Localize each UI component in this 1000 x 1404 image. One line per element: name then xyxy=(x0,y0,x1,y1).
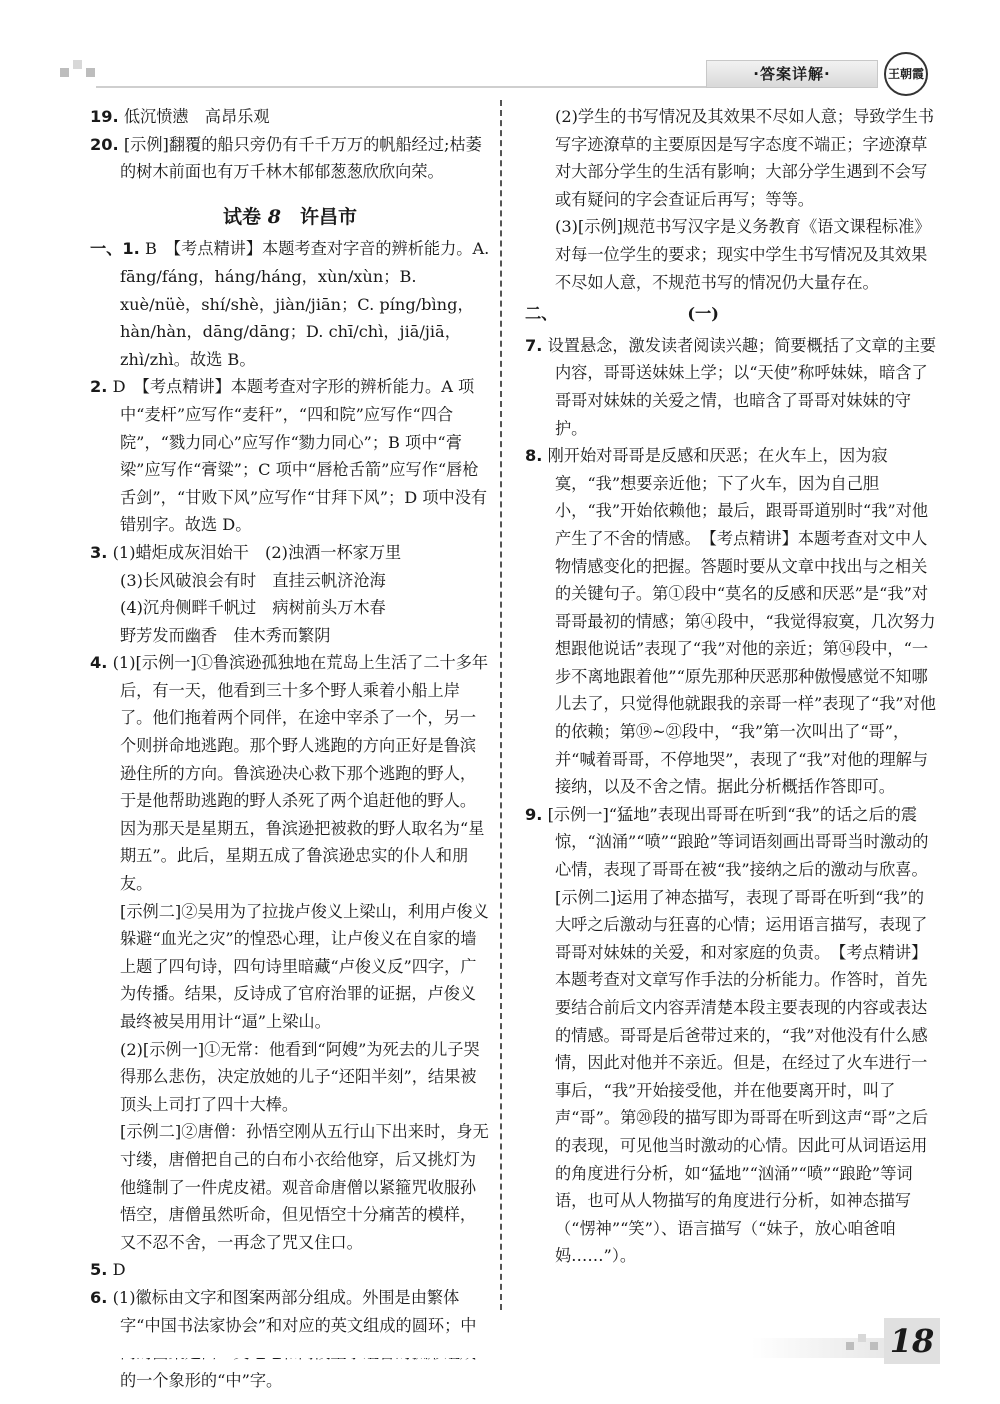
answer-6: 6. (1)徽标由文字和图案两部分组成。外围是由繁体字“中国书法家协会”和对应的英文组成的圆环；中 的一个象形的“中”字。 xyxy=(90,1287,477,1390)
answer-19: 19. 低沉愤懑 高昂乐观 xyxy=(90,107,270,126)
answer-4-paragraph: [示例二]②唐僧：孙悟空刚从五行山下出来时，身无寸缕，唐僧把自己的白布小衣给他穿，后又挑灯为他缝制了一件虎皮裙。观音命唐僧以紧箍咒收服孙悟空，唐僧虽然听命，但见悟空十分痛苦的模样，又不忍不舍，一再念了咒又住口。 xyxy=(120,1122,489,1252)
answer-1: 一、1. B 【考点精讲】本题考查对字音的辨析能力。A. fāng/fáng，háng/háng，xùn/xùn；B. xuè/nüè，shí/shè，jiàn/jiān；C. píng/bìng，hàn/hàn，dāng/dāng；D. chī/chì，jiā/jiā，zhì/zhì。故选 B。 xyxy=(90,239,490,369)
answer-6-part3: (3)[示例]规范书写汉字是义务教育《语文课程标准》对每一位学生的要求；现实中学生书写情况及其效果不尽如人意，不规范书写的情况仍大量存在。 xyxy=(555,217,931,292)
corner-square-decor xyxy=(60,68,69,77)
answer-detail-tab: ·答案详解· xyxy=(706,60,878,88)
footer-square-decor xyxy=(858,1334,866,1342)
answer-9-paragraph: [示例二]运用了神态描写，表现了哥哥在听到“我”的大呼之后激动与狂喜的心情；运用语言描写，表现了哥哥对妹妹的关爱，和对家庭的负责。 【考点精讲】本题考查对文章写作手法的分析能力。作答时，首先要结合前后文内容弄清楚本段主要表现的内容或表达的情感。哥哥是后爸带过来的，“我”对他没有什么感情，因此对他并不亲近。但是，在经过了火车进行一事后，“我”开始接受他，并在他要离开时，叫了声“哥”。第⑳段的描写即为哥哥在听到这声“哥”之后的表现，可见他当时激动的心情。因此可从词语运用的角度进行分析，如“猛地”“汹涌”“喷”“踉跄”等词语，也可从人物描写的角度进行分析，如神态描写（“愣神”“笑”）、语言描写（“妹子，放心咱爸咱妈……”）。 xyxy=(555,887,929,1266)
answer-9: 9. [示例一]“猛地”表现出哥哥在听到“我”的话之后的震惊，“汹涌”“喷”“踉跄”等词语刻画出哥哥当时激动的心情，表现了哥哥在被“我”接纳之后的激动与欣喜。 xyxy=(525,804,929,880)
page-number: 18 xyxy=(884,1318,940,1364)
answer-8: 8. 刚开始对哥哥是反感和厌恶；在火车上，因为寂寞，“我”想要亲近他；下了火车，因为自己胆小，“我”开始依赖他；最后，跟哥哥道别时“我”对他产生了不舍的情感。 【考点精讲】本题考查对文中人物情感变化的把握。答题时要从文章中找出与之相关的关键句子。第①段中“莫名的反感和厌恶”是“我”对哥哥最初的情感；第④段中，“我觉得寂寞，几次努力想跟他说话”表现了“我”对他的亲近；第⑭段中，“一步不离地跟着他”“原先那种厌恶那种傲慢感觉不知哪儿去了，只觉得他就跟我的亲哥一样”表现了“我”对他的依赖；第⑲~㉑段中，“我”第一次叫出了“哥”，并“喊着哥哥，不停地哭”，表现了“我”对他的理解与接纳，以及不舍之情。据此分析概括作答即可。 xyxy=(525,446,936,797)
answer-5: 5. D xyxy=(90,1260,126,1280)
section-title: 试卷 8 许昌市 xyxy=(223,205,357,228)
footer-band xyxy=(0,1338,884,1358)
corner-square-decor xyxy=(73,60,82,69)
corner-square-decor xyxy=(86,68,95,77)
brand-logo: 王朝霞 xyxy=(884,52,928,96)
answer-2: 2. D 【考点精讲】本题考查对字形的辨析能力。A 项中“麦杆”应写作“麦秆”，“四和院”应写作“四合院”，“戮力同心”应写作“勠力同心”；B 项中“膏梁”应写作“膏粱”；C 项中“唇枪舌箭”应写作“唇枪舌剑”，“甘败下风”应写作“甘拜下风”；D 项中没有错别字。故选 D。 xyxy=(90,377,488,535)
answer-3: 3. (1)蜡炬成灰泪始干 (2)浊酒一杯家万里 xyxy=(90,542,402,562)
answer-4: 4. (1)[示例一]①鲁滨逊孤独地在荒岛上生活了二十多年后，有一天，他看到三十多个野人乘着小船上岸了。他们拖着两个同伴，在途中宰杀了一个，另一个则拼命地逃跑。那个野人逃跑的方向正好是鲁滨逊住所的方向。鲁滨逊决心救下那个逃跑的野人，于是他帮助逃跑的野人杀死了两个追赶他的野人。因为那天是星期五，鲁滨逊把被救的野人取名为“星期五”。此后，星期五成了鲁滨逊忠实的仆人和朋友。 xyxy=(90,653,489,894)
answer-4-paragraph: (2)[示例一]①无常：他看到“阿嫂”为死去的儿子哭得那么悲伤，决定放她的儿子“还阳半刻”，结果被顶头上司打了四十大棒。 xyxy=(120,1039,480,1114)
footer-square-decor xyxy=(846,1342,854,1350)
answer-7: 7. 设置悬念，激发读者阅读兴趣；简要概括了文章的主要内容，哥哥送妹妹上学；以“天使”称呼妹妹，暗含了哥哥对妹妹的关爱之情，也暗含了哥哥对妹妹的守护。 xyxy=(525,335,937,438)
footer-square-decor xyxy=(870,1342,878,1350)
column-divider xyxy=(500,100,502,1310)
answer-3-line: (3)长风破浪会有时 直挂云帆济沧海 xyxy=(120,570,386,590)
header-rule xyxy=(96,86,706,88)
answer-3-line: 野芳发而幽香 佳木秀而繁阴 xyxy=(120,625,331,645)
right-column xyxy=(525,103,937,1270)
answer-20: 20. [示例]翻覆的船只旁仍有千千万万的帆船经过;枯萎的树木前面也有万千林木郁郁葱葱欣欣向荣。 xyxy=(90,134,482,182)
answer-3-line: (4)沉舟侧畔千帆过 病树前头万木春 xyxy=(120,598,386,618)
section-2-heading: 二、 (一) xyxy=(525,304,719,324)
answer-4-paragraph: [示例二]②吴用为了拉拢卢俊义上梁山，利用卢俊义躲避“血光之灾”的惶恐心理，让卢俊义在自家的墙上题了四句诗，四句诗里暗藏“卢俊义反”四字，广为传播。结果，反诗成了官府治罪的证据，卢俊义最终被吴用用计“逼”上梁山。 xyxy=(120,901,489,1031)
left-column xyxy=(90,103,490,1394)
answer-6-part2: (2)学生的书写情况及其效果不尽如人意；导致学生书写字迹潦草的主要原因是写字态度不端正；字迹潦草对大部分学生的生活有影响；大部分学生遇到不会写或有疑问的字会查证后再写；等等。 xyxy=(555,107,935,209)
